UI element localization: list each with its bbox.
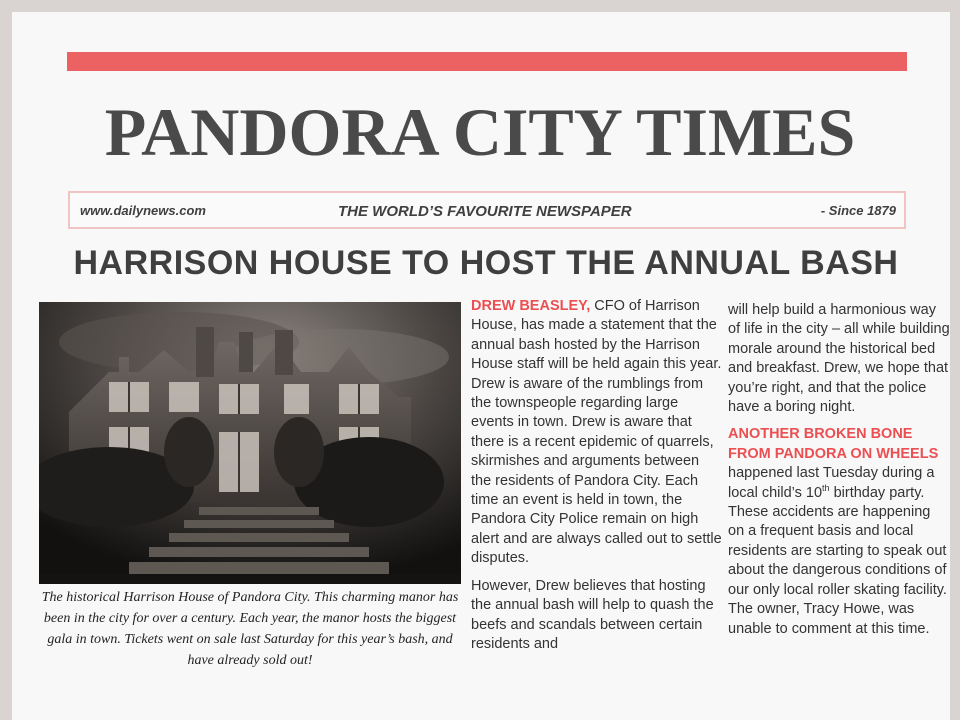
masthead-rule (67, 52, 907, 71)
slogan-text: THE WORLD’S FAVOURITE NEWSPAPER (338, 203, 632, 220)
news-brief-body-b: birthday party. These accidents are happening on a frequent basis and local residents are starting to speak out about the dangerous conditions of our only local roller skating facility. The owner, Tracy Howe, was unable to comment at this time. (728, 484, 947, 637)
tagline-bar (68, 191, 906, 229)
article-paragraph-1-body: CFO of Harrison House, has made a statement that the annual bash hosted by the Harrison House staff will be held again this year. Drew is aware of the rumblings from the townspeople regarding large events in town. Drew is aware that there is a recent epidemic of quarrels, skirmishes and arguments between the residents of Pandora City. Each time an event is held in town, the Pandora City Police remain on high alert and are always called out to settle disputes. (471, 298, 722, 567)
news-brief-body-a: happened last Tuesday during a local child’s 10 (728, 465, 935, 501)
harrison-house-photo (39, 302, 461, 584)
article-paragraph-1 (471, 297, 723, 569)
article-headline: HARRISON HOUSE TO HOST THE ANNUAL BASH (73, 244, 899, 282)
article-paragraph-2-start: However, Drew believes that hosting the annual bash will help to quash the beefs and scandals between certain residents and (471, 577, 714, 652)
article-column-1 (471, 297, 723, 662)
article-byline: DREW BEASLEY, (471, 298, 591, 314)
news-brief (728, 425, 950, 638)
news-brief-headline: ANOTHER BROKEN BONE FROM PANDORA ON WHEELS (728, 426, 939, 462)
website-text: www.dailynews.com (80, 203, 206, 218)
ordinal-suffix: th (822, 482, 830, 493)
photo-caption: The historical Harrison House of Pandora City. This charming manor has been in the city for over a century. Each year, the manor hosts the biggest gala in town. Tickets went on sale last Saturday for this year’s bash, and have already sold out! (41, 590, 459, 668)
since-text: - Since 1879 (820, 203, 896, 218)
article-column-2 (728, 301, 950, 647)
newspaper-title: PANDORA CITY TIMES (104, 94, 856, 170)
manor-illustration (39, 302, 461, 584)
article-paragraph-2-end: will help build a harmonious way of life in the city – all while building morale around the historical bed and breakfast. Drew, we hope that you’re right, and that the police have a boring night. (728, 302, 950, 416)
